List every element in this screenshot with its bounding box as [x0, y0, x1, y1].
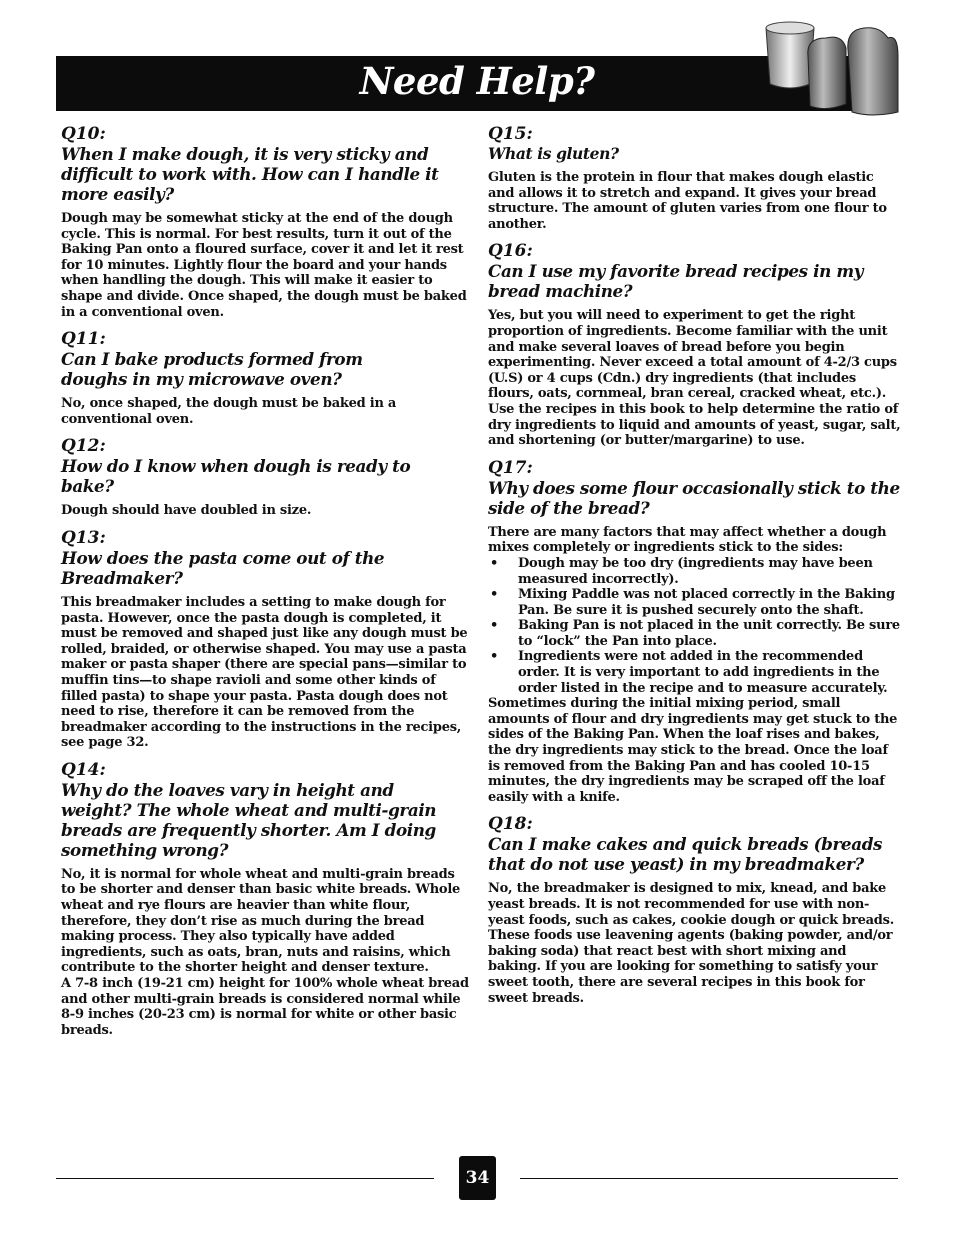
list-item	[488, 587, 902, 618]
bullet-marker: •	[490, 618, 499, 634]
bullet-marker: •	[490, 555, 499, 571]
question-text: When I make dough, it is very sticky and difficult to work with. How can I handle it more easily?	[61, 144, 439, 204]
question-text: How do I know when dough is ready to bake?	[61, 456, 411, 497]
right-column	[488, 125, 902, 1016]
answer-text: Dough should have doubled in size.	[61, 503, 312, 519]
answer-text: Dough may be somewhat sticky at the end of the dough cycle. This is normal. For best results, turn it out of the Baking Pan onto a floured surface, cover it and let it rest for 10 minutes. Lightly flour the board and your hands when handling the dough. This will make it easier to shape and divide. Once shaped, the dough must be baked in a conventional oven.	[61, 211, 467, 320]
bread-loaves-illustration	[760, 16, 900, 116]
question-number: Q13:	[61, 527, 106, 548]
question-text: What is gluten?	[488, 144, 619, 163]
list-item-text: Ingredients were not added in the recommended order. It is very important to add ingredients in the order listed in the recipe and to measure accurately.	[518, 649, 888, 696]
question-number: Q11:	[61, 329, 106, 350]
question-number: Q14:	[61, 759, 106, 780]
question-number: Q18:	[488, 814, 533, 835]
question-number: Q17:	[488, 457, 533, 478]
question-number: Q10:	[61, 124, 106, 144]
answer-text: This breadmaker includes a setting to make dough for pasta. However, once the pasta dough is completed, it must be removed and shaped just like any dough must be rolled, braided, or otherwise shaped. You may use a pasta maker or pasta shaper (there are special pans—similar to muffin tins—to shape ravioli and some other kinds of filled pasta) to shape your pasta. Pasta dough does not need to rise, therefore it can be removed from the breadmaker according to the instructions in the recipes, see page 32.	[61, 594, 468, 751]
question-number: Q16:	[488, 241, 533, 262]
faq-item-q12	[61, 437, 469, 519]
list-item-text: Dough may be too dry (ingredients may have been measured incorrectly).	[518, 555, 873, 587]
question-text: Why do the loaves vary in height and weight? The whole wheat and multi-grain breads are frequently shorter. Am I doing something wrong?	[61, 779, 437, 860]
footer-rule-right	[520, 1178, 898, 1179]
answer-text-continued: A 7-8 inch (19-21 cm) height for 100% whole wheat bread and other multi-grain breads is considered normal while 8-9 inches (20-23 cm) is normal for white or other basic breads.	[61, 976, 469, 1038]
faq-item-q14	[61, 761, 469, 1039]
question-text: Can I make cakes and quick breads (breads that do not use yeast) in my breadmaker?	[488, 834, 883, 875]
question-text: Can I bake products formed from doughs in my microwave oven?	[61, 349, 363, 390]
list-item	[488, 649, 902, 696]
bullet-list	[488, 556, 902, 696]
answer-text: There are many factors that may affect whether a dough mixes completely or ingredients stick to the sides:	[488, 524, 887, 556]
answer-text: Gluten is the protein in flour that makes dough elastic and allows it to stretch and expand. It gives your bread structure. The amount of gluten varies from one flour to another.	[488, 170, 887, 232]
footer-rule-left	[56, 1178, 434, 1179]
list-item	[488, 556, 902, 587]
question-number: Q15:	[488, 124, 533, 144]
question-number: Q12:	[61, 436, 106, 457]
list-item-text: Baking Pan is not placed in the unit correctly. Be sure to “lock” the Pan into place.	[518, 618, 900, 649]
faq-item-q11	[61, 330, 469, 427]
answer-text: No, once shaped, the dough must be baked in a conventional oven.	[61, 396, 397, 427]
faq-item-q10	[61, 125, 469, 320]
page-number: 34	[459, 1156, 496, 1200]
list-item	[488, 618, 902, 649]
answer-text-continued: Sometimes during the initial mixing period, small amounts of flour and dry ingredients may get stuck to the sides of the Baking Pan. When the loaf rises and bakes, the dry ingredients may stick to the bread. Once the loaf is removed from the Baking Pan and has cooled 10-15 minutes, the dry ingredients may be scraped off the loaf easily with a knife.	[488, 696, 898, 805]
faq-item-q17	[488, 459, 902, 806]
left-column	[61, 125, 469, 1048]
question-text: Why does some flour occasionally stick to the side of the bread?	[488, 477, 900, 518]
answer-text: Yes, but you will need to experiment to get the right proportion of ingredients. Become familiar with the unit and make several loaves of bread before you begin experimenting. Never exceed a total amount of 4-2/3 cups (U.S) or 4 cups (Cdn.) dry ingredients (that includes flours, oats, cornmeal, bran cereal, cracked wheat, etc.). Use the recipes in this book to help determine the ratio of dry ingredients to liquid and amounts of yeast, sugar, salt, and shortening (or butter/margarine) to use.	[488, 308, 901, 449]
faq-item-q16	[488, 242, 902, 448]
bullet-marker: •	[490, 649, 499, 665]
bullet-marker: •	[490, 587, 499, 603]
faq-item-q18	[488, 815, 902, 1006]
answer-text: No, it is normal for whole wheat and multi-grain breads to be shorter and denser than basic white breads. Whole wheat and rye flours are heavier than white flour, therefore, they don’t rise as much during the bread making process. They also typically have added ingredients, such as oats, bran, nuts and raisins, which contribute to the shorter height and denser texture.	[61, 866, 461, 976]
list-item-text: Mixing Paddle was not placed correctly in the Baking Pan. Be sure it is pushed securely onto the shaft.	[518, 587, 895, 618]
question-text: Can I use my favorite bread recipes in my bread machine?	[488, 261, 864, 302]
page-title: Need Help?	[359, 59, 595, 103]
question-text: How does the pasta come out of the Breadmaker?	[61, 547, 385, 588]
answer-text: No, the breadmaker is designed to mix, knead, and bake yeast breads. It is not recommended for use with non-yeast foods, such as cakes, cookie dough or quick breads. These foods use leavening agents (baking powder, and/or baking soda) that react best with short mixing and baking. If you are looking for something to satisfy your sweet tooth, there are several recipes in this book for sweet breads.	[488, 881, 894, 1006]
faq-item-q13	[61, 529, 469, 751]
faq-item-q15	[488, 125, 902, 232]
